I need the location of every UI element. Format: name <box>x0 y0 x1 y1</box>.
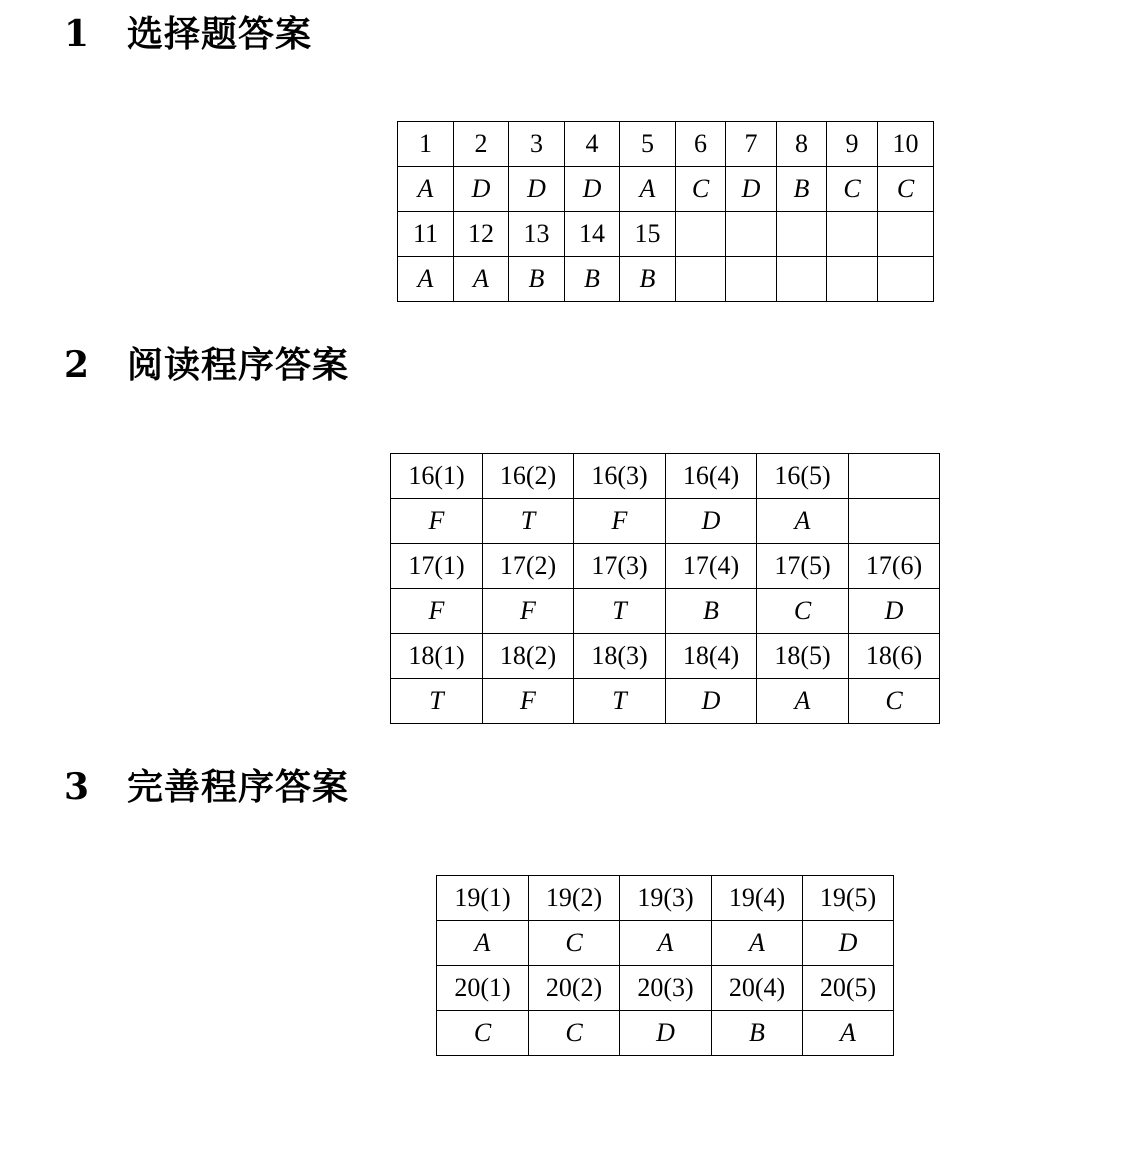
answer-cell <box>676 257 726 302</box>
question-number-cell: 12 <box>454 212 509 257</box>
section-heading-completion <box>64 765 349 810</box>
section-heading-choice <box>64 12 312 57</box>
question-number-cell: 19(3) <box>620 876 712 921</box>
question-number-cell: 17(6) <box>849 544 940 589</box>
completion-answer-table <box>436 875 894 1056</box>
answer-row <box>391 679 940 724</box>
section-heading-reading <box>64 343 349 388</box>
question-number-cell: 20(2) <box>529 966 620 1011</box>
question-number-cell <box>726 212 777 257</box>
answer-cell: C <box>849 679 940 724</box>
question-number-cell: 2 <box>454 122 509 167</box>
question-number-cell: 18(5) <box>757 634 849 679</box>
question-number-row <box>398 212 934 257</box>
question-number-cell: 10 <box>878 122 934 167</box>
answer-cell: D <box>726 167 777 212</box>
question-number-row <box>391 454 940 499</box>
question-number-cell: 16(2) <box>483 454 574 499</box>
answer-cell: F <box>483 589 574 634</box>
question-number-cell <box>849 454 940 499</box>
answer-cell: C <box>676 167 726 212</box>
answer-row <box>437 1011 894 1056</box>
question-number-cell: 19(4) <box>712 876 803 921</box>
answer-cell: C <box>529 1011 620 1056</box>
answer-cell: D <box>620 1011 712 1056</box>
question-number-cell: 19(5) <box>803 876 894 921</box>
question-number-cell: 16(1) <box>391 454 483 499</box>
answer-cell: C <box>437 1011 529 1056</box>
answer-cell: D <box>666 499 757 544</box>
question-number-cell: 4 <box>565 122 620 167</box>
section-number: 3 <box>64 766 90 808</box>
question-number-row <box>437 966 894 1011</box>
answer-cell: C <box>827 167 878 212</box>
question-number-cell: 14 <box>565 212 620 257</box>
answer-cell: B <box>509 257 565 302</box>
question-number-cell: 17(5) <box>757 544 849 589</box>
answer-cell: B <box>712 1011 803 1056</box>
answer-cell: A <box>712 921 803 966</box>
question-number-cell: 17(4) <box>666 544 757 589</box>
answer-cell: A <box>454 257 509 302</box>
question-number-cell: 18(4) <box>666 634 757 679</box>
answer-cell: F <box>391 589 483 634</box>
answer-cell: A <box>398 167 454 212</box>
question-number-cell: 15 <box>620 212 676 257</box>
answer-cell: D <box>803 921 894 966</box>
question-number-cell: 5 <box>620 122 676 167</box>
question-number-cell <box>777 212 827 257</box>
answer-cell: A <box>437 921 529 966</box>
question-number-cell: 17(2) <box>483 544 574 589</box>
question-number-cell: 20(4) <box>712 966 803 1011</box>
answer-cell <box>878 257 934 302</box>
answer-cell: B <box>666 589 757 634</box>
answer-row <box>391 499 940 544</box>
answer-cell: B <box>565 257 620 302</box>
answer-row <box>398 257 934 302</box>
question-number-cell: 13 <box>509 212 565 257</box>
answer-cell: B <box>777 167 827 212</box>
section-title: 选择题答案 <box>127 14 313 55</box>
answer-cell: D <box>666 679 757 724</box>
answer-row <box>437 921 894 966</box>
question-number-cell: 16(3) <box>574 454 666 499</box>
question-number-cell: 18(3) <box>574 634 666 679</box>
answer-cell: A <box>398 257 454 302</box>
answer-cell: C <box>878 167 934 212</box>
question-number-row <box>437 876 894 921</box>
section-title: 完善程序答案 <box>127 767 350 808</box>
question-number-cell <box>878 212 934 257</box>
question-number-cell: 18(6) <box>849 634 940 679</box>
answer-cell <box>777 257 827 302</box>
answer-cell: T <box>574 589 666 634</box>
answer-row <box>391 589 940 634</box>
section-title: 阅读程序答案 <box>127 345 350 386</box>
question-number-cell: 11 <box>398 212 454 257</box>
answer-cell: B <box>620 257 676 302</box>
question-number-cell: 20(5) <box>803 966 894 1011</box>
answer-cell: F <box>483 679 574 724</box>
answer-cell: A <box>620 167 676 212</box>
question-number-cell: 17(3) <box>574 544 666 589</box>
answer-cell: A <box>620 921 712 966</box>
answer-cell: D <box>509 167 565 212</box>
question-number-cell: 18(2) <box>483 634 574 679</box>
question-number-cell: 6 <box>676 122 726 167</box>
answer-cell: D <box>565 167 620 212</box>
reading-answer-table <box>390 453 940 724</box>
answer-cell <box>726 257 777 302</box>
question-number-cell: 16(4) <box>666 454 757 499</box>
question-number-cell: 20(1) <box>437 966 529 1011</box>
question-number-cell: 3 <box>509 122 565 167</box>
answer-cell: D <box>849 589 940 634</box>
question-number-cell: 9 <box>827 122 878 167</box>
answer-cell: T <box>391 679 483 724</box>
question-number-cell: 7 <box>726 122 777 167</box>
answer-cell: C <box>529 921 620 966</box>
question-number-cell: 17(1) <box>391 544 483 589</box>
question-number-cell: 8 <box>777 122 827 167</box>
answer-cell <box>827 257 878 302</box>
question-number-cell: 18(1) <box>391 634 483 679</box>
answer-cell: T <box>574 679 666 724</box>
question-number-cell: 19(1) <box>437 876 529 921</box>
section-number: 1 <box>64 13 90 55</box>
answer-cell: A <box>757 679 849 724</box>
question-number-cell <box>676 212 726 257</box>
answer-cell: A <box>757 499 849 544</box>
answer-cell: F <box>391 499 483 544</box>
question-number-cell <box>827 212 878 257</box>
answer-cell: T <box>483 499 574 544</box>
choice-answer-table <box>397 121 934 302</box>
question-number-row <box>391 634 940 679</box>
section-number: 2 <box>64 344 90 386</box>
question-number-row <box>391 544 940 589</box>
question-number-cell: 16(5) <box>757 454 849 499</box>
question-number-cell: 19(2) <box>529 876 620 921</box>
question-number-row <box>398 122 934 167</box>
answer-row <box>398 167 934 212</box>
answer-cell: A <box>803 1011 894 1056</box>
question-number-cell: 1 <box>398 122 454 167</box>
answer-cell: D <box>454 167 509 212</box>
answer-cell <box>849 499 940 544</box>
answer-cell: F <box>574 499 666 544</box>
question-number-cell: 20(3) <box>620 966 712 1011</box>
answer-cell: C <box>757 589 849 634</box>
